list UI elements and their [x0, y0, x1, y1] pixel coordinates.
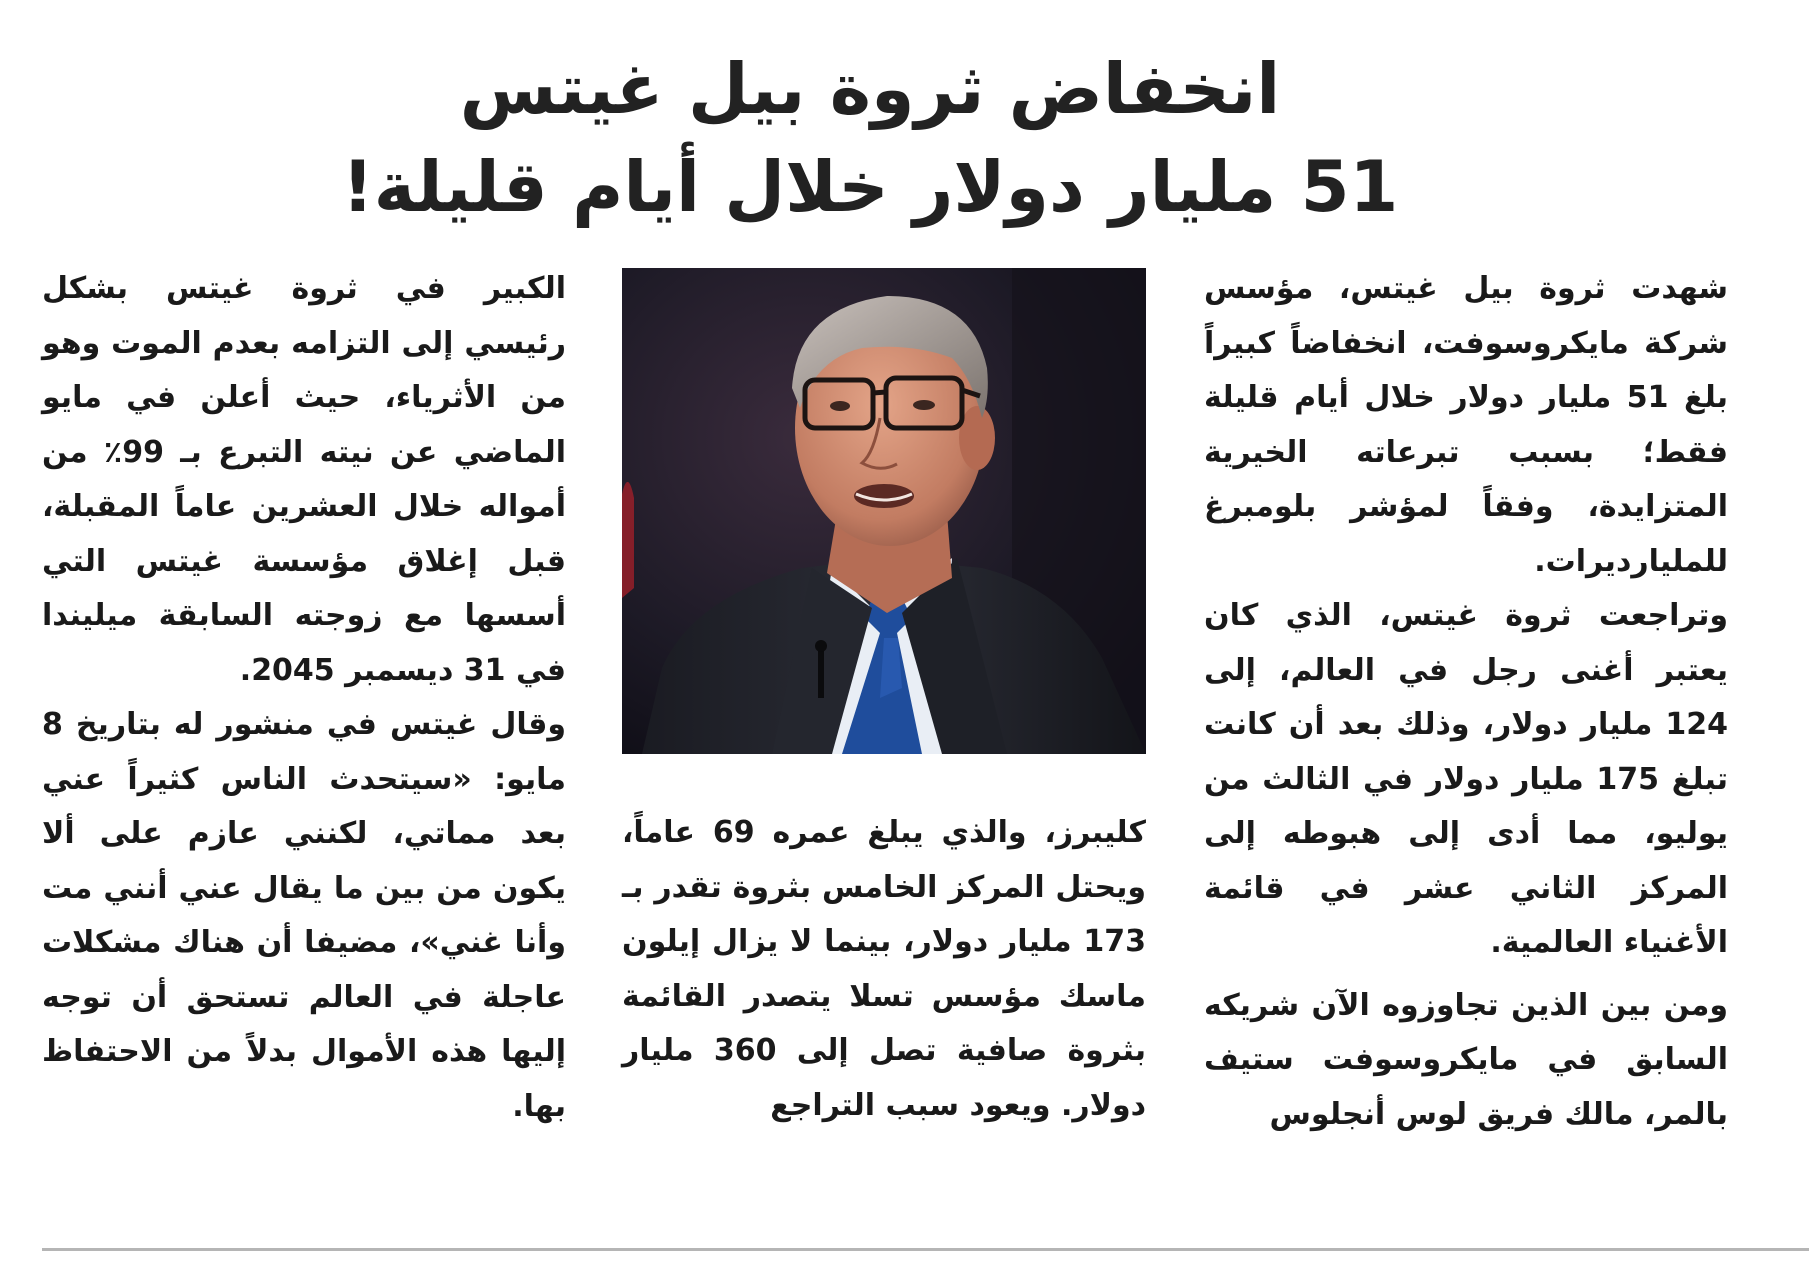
paragraph: شهدت ثروة بيل غيتس، مؤسس شركة مايكروسوفت، انخفاضاً كبيراً بلغ 51 مليار دولار خلال أيام قليلة فقط؛ بسبب تبرعاته الخيرية المتزايدة، وفقاً لمؤشر بلومبرغ للمليارديرات. — [1204, 271, 1729, 579]
article-headline — [300, 40, 1440, 236]
article-column-left — [42, 262, 566, 1134]
portrait-illustration — [622, 268, 1146, 754]
article-column-middle — [622, 806, 1146, 1133]
bottom-divider — [42, 1248, 1809, 1251]
article-photo — [622, 268, 1146, 754]
headline-line-1: انخفاض ثروة بيل غيتس — [459, 48, 1281, 130]
headline-line-2: 51 مليار دولار خلال أيام قليلة! — [341, 146, 1399, 228]
paragraph: الكبير في ثروة غيتس بشكل رئيسي إلى التزامه بعدم الموت وهو من الأثرياء، حيث أعلن في مايو الماضي عن نيته التبرع بـ 99٪ من أمواله خلال العشرين عاماً المقبلة، قبل إغلاق مؤسسة غيتس التي أسسها مع زوجته السابقة ميليندا في 31 ديسمبر 2045. — [42, 271, 566, 688]
paragraph: ومن بين الذين تجاوزوه الآن شريكه السابق في مايكروسوفت ستيف بالمر، مالك فريق لوس أنجلوس — [1204, 987, 1728, 1132]
paragraph: وقال غيتس في منشور له بتاريخ 8 مايو: «سيتحدث الناس كثيراً عني بعد مماتي، لكنني عازم على ألا يكون من بين ما يقال عني أنني مت وأنا غني»، مضيفا أن هناك مشكلات عاجلة في العالم تستحق أن توجه إليها هذه الأموال بدلاً من الاحتفاظ بها. — [42, 707, 566, 1124]
paragraph: وتراجعت ثروة غيتس، الذي كان يعتبر أغنى رجل في العالم، إلى 124 مليار دولار، وذلك بعد أن كانت تبلغ 175 مليار دولار في الثالث من يوليو، مما أدى إلى هبوطه إلى المركز الثاني عشر في قائمة الأغنياء العالمية. — [1204, 598, 1728, 960]
paragraph: كليبرز، والذي يبلغ عمره 69 عاماً، ويحتل المركز الخامس بثروة تقدر بـ 173 مليار دولار، بينما لا يزال إيلون ماسك مؤسس تسلا يتصدر القائمة بثروة صافية تصل إلى 360 مليار دولار. ويعود سبب التراجع — [622, 815, 1146, 1123]
article-column-right — [1204, 262, 1728, 1142]
